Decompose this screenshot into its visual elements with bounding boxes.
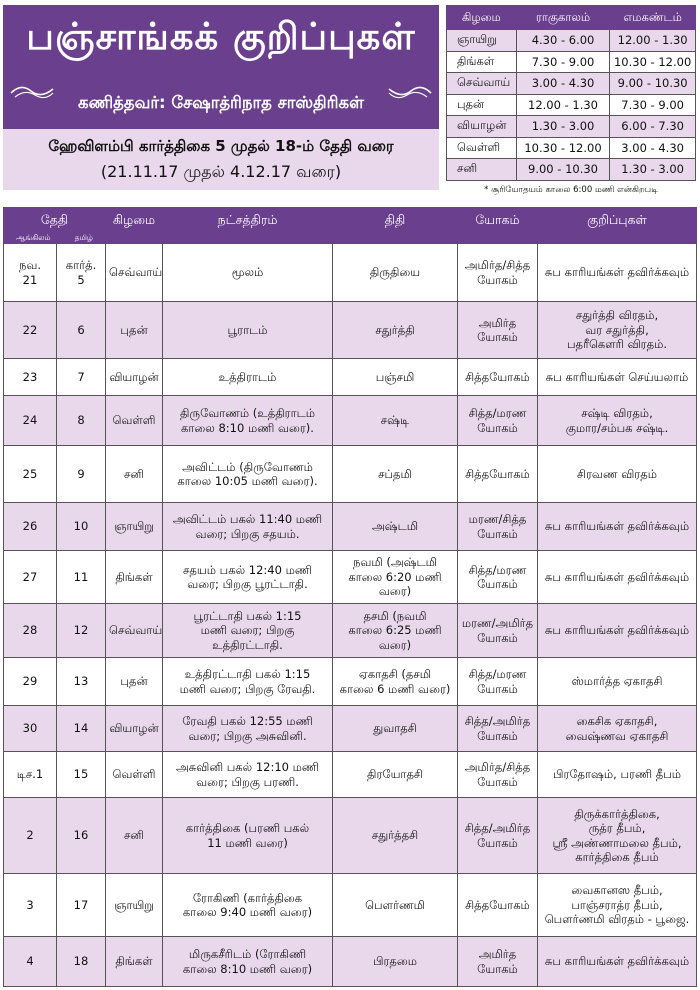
yogam-cell: அமிர்த யோகம் [458,302,538,359]
table-row [4,604,697,658]
header-date: தேதி [40,212,69,227]
notes-cell: சுப காரியங்கள் தவிர்க்கவும் [538,244,697,302]
rahu-row [447,94,696,116]
notes-cell: பிரதோஷம், பரணி தீபம் [538,752,697,798]
notes-cell: சுப காரியங்கள் தவிர்க்கவும் [538,937,697,987]
notes-cell: சிரவண விரதம் [538,446,697,503]
notes-cell: சுப காரியங்கள் தவிர்க்கவும் [538,503,697,551]
table-row [4,359,697,396]
rahu-day-cell: வெள்ளி [447,137,517,159]
notes-cell: ஸ்மார்த்த ஏகாதசி [538,658,697,706]
header-date-ta: தமிழ் [74,233,93,242]
star-cell: மூலம் [163,244,333,302]
yogam-cell: சித்தயோகம் [458,359,538,396]
notes-cell: கைசிக ஏகாதசி, வைஷ்ணவ ஏகாதசி [538,706,697,752]
rahu-row [447,30,696,52]
yama-time-cell: 6.00 - 7.30 [610,116,696,138]
day-cell: சனி [106,446,163,503]
notes-cell: சஷ்டி விரதம், குமார/சம்பக சஷ்டி. [538,396,697,446]
tithi-cell: பஞ்சமி [333,359,458,396]
date-en-cell: 26 [4,503,57,551]
date-en-cell: டிச.1 [4,752,57,798]
tithi-cell: சதுர்த்தி [333,302,458,359]
star-cell: பூரட்டாதி பகல் 1:15 மணி வரை; பிறகு உத்திரட்டாதி. [163,604,333,658]
rahu-time-cell: 3.00 - 4.30 [516,73,609,95]
star-cell: ரோகிணி (கார்த்திகை காலை 9:40 மணி வரை) [163,874,333,937]
tithi-cell: பிரதமை [333,937,458,987]
date-en-cell: 4 [4,937,57,987]
tithi-cell: தசமி (நவமி காலை 6:25 மணி வரை) [333,604,458,658]
yama-time-cell: 7.30 - 9.00 [610,94,696,116]
notes-cell: சதுர்த்தி விரதம், வர சதுர்த்தி, பதரீகௌரி விரதம். [538,302,697,359]
rahu-day-cell: ஞாயிறு [447,30,517,52]
day-cell: புதன் [106,658,163,706]
table-row [4,874,697,937]
star-cell: உத்திராடம் [163,359,333,396]
rahu-time-cell: 12.00 - 1.30 [516,94,609,116]
date-ta-cell: 14 [57,706,106,752]
banner-top [3,5,439,129]
tithi-cell: பௌர்ணமி [333,874,458,937]
yama-time-cell: 1.30 - 3.00 [610,159,696,181]
rahu-day-cell: திங்கள் [447,51,517,73]
date-en-cell: 28 [4,604,57,658]
date-en-cell: 25 [4,446,57,503]
date-ta-cell: 13 [57,658,106,706]
rahu-header-row [447,6,696,30]
rahu-row [447,137,696,159]
notes-cell: வைகானஸ தீபம், பாஞ்சராத்ர தீபம், பௌர்ணமி விரதம் - பூஜை. [538,874,697,937]
period-line: ஹேவிளம்பி கார்த்திகை 5 முதல் 18-ம் தேதி வரை [48,137,394,155]
date-en-cell: 29 [4,658,57,706]
star-cell: அவிட்டம் பகல் 11:40 மணி வரை; பிறகு சதயம். [163,503,333,551]
table-row [4,658,697,706]
rahu-time-cell: 7.30 - 9.00 [516,51,609,73]
header-yogam: யோகம் [458,208,538,244]
date-en-cell: 3 [4,874,57,937]
day-cell: திங்கள் [106,937,163,987]
table-row [4,937,697,987]
header-date-en: ஆங்கிலம் [16,233,51,242]
day-cell: செவ்வாய் [106,244,163,302]
tithi-cell: சஷ்டி [333,396,458,446]
star-cell: அசுவினி பகல் 12:10 மணி வரை; பிறகு பரணி. [163,752,333,798]
yogam-cell: மரண/சித்த யோகம் [458,503,538,551]
day-cell: திங்கள் [106,551,163,604]
date-ta-cell: 16 [57,798,106,874]
star-cell: மிருகசீரிடம் (ரோகிணி காலை 8:10 மணி வரை) [163,937,333,987]
yogam-cell: சித்தயோகம் [458,874,538,937]
day-cell: வியாழன் [106,706,163,752]
table-row [4,446,697,503]
date-en-cell: 23 [4,359,57,396]
tithi-cell: நவமி (அஷ்டமி காலை 6:20 மணி வரை) [333,551,458,604]
date-ta-cell: 9 [57,446,106,503]
date-en-cell: 2 [4,798,57,874]
author-line: கணித்தவர்: சேஷாத்ரிநாத சாஸ்திரிகள் [78,93,364,112]
tithi-cell: திரயோதசி [333,752,458,798]
tithi-cell: அஷ்டமி [333,503,458,551]
star-cell: ரேவதி பகல் 12:55 மணி வரை; பிறகு அசுவினி. [163,706,333,752]
rahu-time-cell: 1.30 - 3.00 [516,116,609,138]
date-en-cell: 30 [4,706,57,752]
header-tithi: திதி [333,208,458,244]
table-row [4,503,697,551]
date-ta-cell: 18 [57,937,106,987]
day-cell: ஞாயிறு [106,503,163,551]
header-star: நட்சத்திரம் [163,208,333,244]
header-date-cell [4,208,106,244]
star-cell: பூராடம் [163,302,333,359]
banner-bottom [3,129,439,190]
table-row [4,551,697,604]
day-cell: செவ்வாய் [106,604,163,658]
sunrise-note: * சூரியோதயம் காலை 6:00 மணி என்கிறபடி [484,185,658,195]
table-row [4,798,697,874]
notes-cell: திருக்கார்த்திகை, ருத்ர தீபம், ஸ்ரீ அண்ணாமலை தீபம், கார்த்திகை தீபம் [538,798,697,874]
day-cell: சனி [106,798,163,874]
rahu-day-cell: சனி [447,159,517,181]
yogam-cell: சித்த/மரண யோகம் [458,658,538,706]
yama-time-cell: 3.00 - 4.30 [610,137,696,159]
date-en-cell: 22 [4,302,57,359]
header-notes: குறிப்புகள் [538,208,697,244]
rahu-time-cell: 4.30 - 6.00 [516,30,609,52]
header-banner [3,5,439,190]
rahu-row [447,51,696,73]
yogam-cell: அமிர்த/சித்த யோகம் [458,752,538,798]
rahu-header-rahu: ராகுகாலம் [516,6,609,30]
main-header-row [4,208,697,244]
day-cell: வியாழன் [106,359,163,396]
rahu-time-cell: 9.00 - 10.30 [516,159,609,181]
date-ta-cell: கார்த். 5 [57,244,106,302]
day-cell: ஞாயிறு [106,874,163,937]
yogam-cell: சித்தயோகம் [458,446,538,503]
date-ta-cell: 6 [57,302,106,359]
star-cell: உத்திரட்டாதி பகல் 1:15 மணி வரை; பிறகு ரேவதி. [163,658,333,706]
notes-cell: சுப காரியங்கள் செய்யலாம் [538,359,697,396]
rahu-header-day: கிழமை [447,6,517,30]
header-day: கிழமை [106,208,163,244]
yogam-cell: சித்த/அமிர்த யோகம் [458,706,538,752]
date-ta-cell: 12 [57,604,106,658]
date-en-cell: நவ. 21 [4,244,57,302]
date-en-cell: 27 [4,551,57,604]
rahu-row [447,159,696,181]
rahu-row [447,116,696,138]
tithi-cell: சப்தமி [333,446,458,503]
rahu-kalam-table [446,5,696,181]
table-row [4,706,697,752]
rahu-header-yama: எமகண்டம் [610,6,696,30]
yogam-cell: சித்த/மரண யோகம் [458,396,538,446]
star-cell: திருவோணம் (உத்திராடம் காலை 8:10 மணி வரை). [163,396,333,446]
star-cell: சதயம் பகல் 12:40 மணி வரை; பிறகு பூரட்டாதி. [163,551,333,604]
day-cell: புதன் [106,302,163,359]
tithi-cell: துவாதசி [333,706,458,752]
date-ta-cell: 15 [57,752,106,798]
rahu-day-cell: செவ்வாய் [447,73,517,95]
rahu-day-cell: வியாழன் [447,116,517,138]
dates-line: (21.11.17 முதல் 4.12.17 வரை) [100,162,342,181]
date-ta-cell: 11 [57,551,106,604]
yama-time-cell: 10.30 - 12.00 [610,51,696,73]
day-cell: வெள்ளி [106,396,163,446]
rahu-day-cell: புதன் [447,94,517,116]
yogam-cell: அமிர்த யோகம் [458,937,538,987]
yogam-cell: சித்த/மரண யோகம் [458,551,538,604]
date-en-cell: 24 [4,396,57,446]
yama-time-cell: 9.00 - 10.30 [610,73,696,95]
yogam-cell: மரண/அமிர்த யோகம் [458,604,538,658]
yogam-cell: சித்த/அமிர்த யோகம் [458,798,538,874]
star-cell: கார்த்திகை (பரணி பகல் 11 மணி வரை) [163,798,333,874]
table-row [4,244,697,302]
date-ta-cell: 7 [57,359,106,396]
table-row [4,752,697,798]
date-ta-cell: 10 [57,503,106,551]
day-cell: வெள்ளி [106,752,163,798]
date-ta-cell: 8 [57,396,106,446]
page-title: பஞ்சாங்கக் குறிப்புகள் [26,15,416,58]
table-row [4,396,697,446]
star-cell: அவிட்டம் (திருவோணம் காலை 10:05 மணி வரை). [163,446,333,503]
tithi-cell: சதுர்த்தசி [333,798,458,874]
rahu-time-cell: 10.30 - 12.00 [516,137,609,159]
notes-cell: சுப காரியங்கள் தவிர்க்கவும் [538,551,697,604]
yama-time-cell: 12.00 - 1.30 [610,30,696,52]
notes-cell: சுப காரியங்கள் தவிர்க்கவும் [538,604,697,658]
rahu-row [447,73,696,95]
tithi-cell: ஏகாதசி (தசமி காலை 6 மணி வரை) [333,658,458,706]
yogam-cell: அமிர்த/சித்த யோகம் [458,244,538,302]
panchangam-table [3,207,697,987]
date-ta-cell: 17 [57,874,106,937]
tithi-cell: திருதியை [333,244,458,302]
table-row [4,302,697,359]
